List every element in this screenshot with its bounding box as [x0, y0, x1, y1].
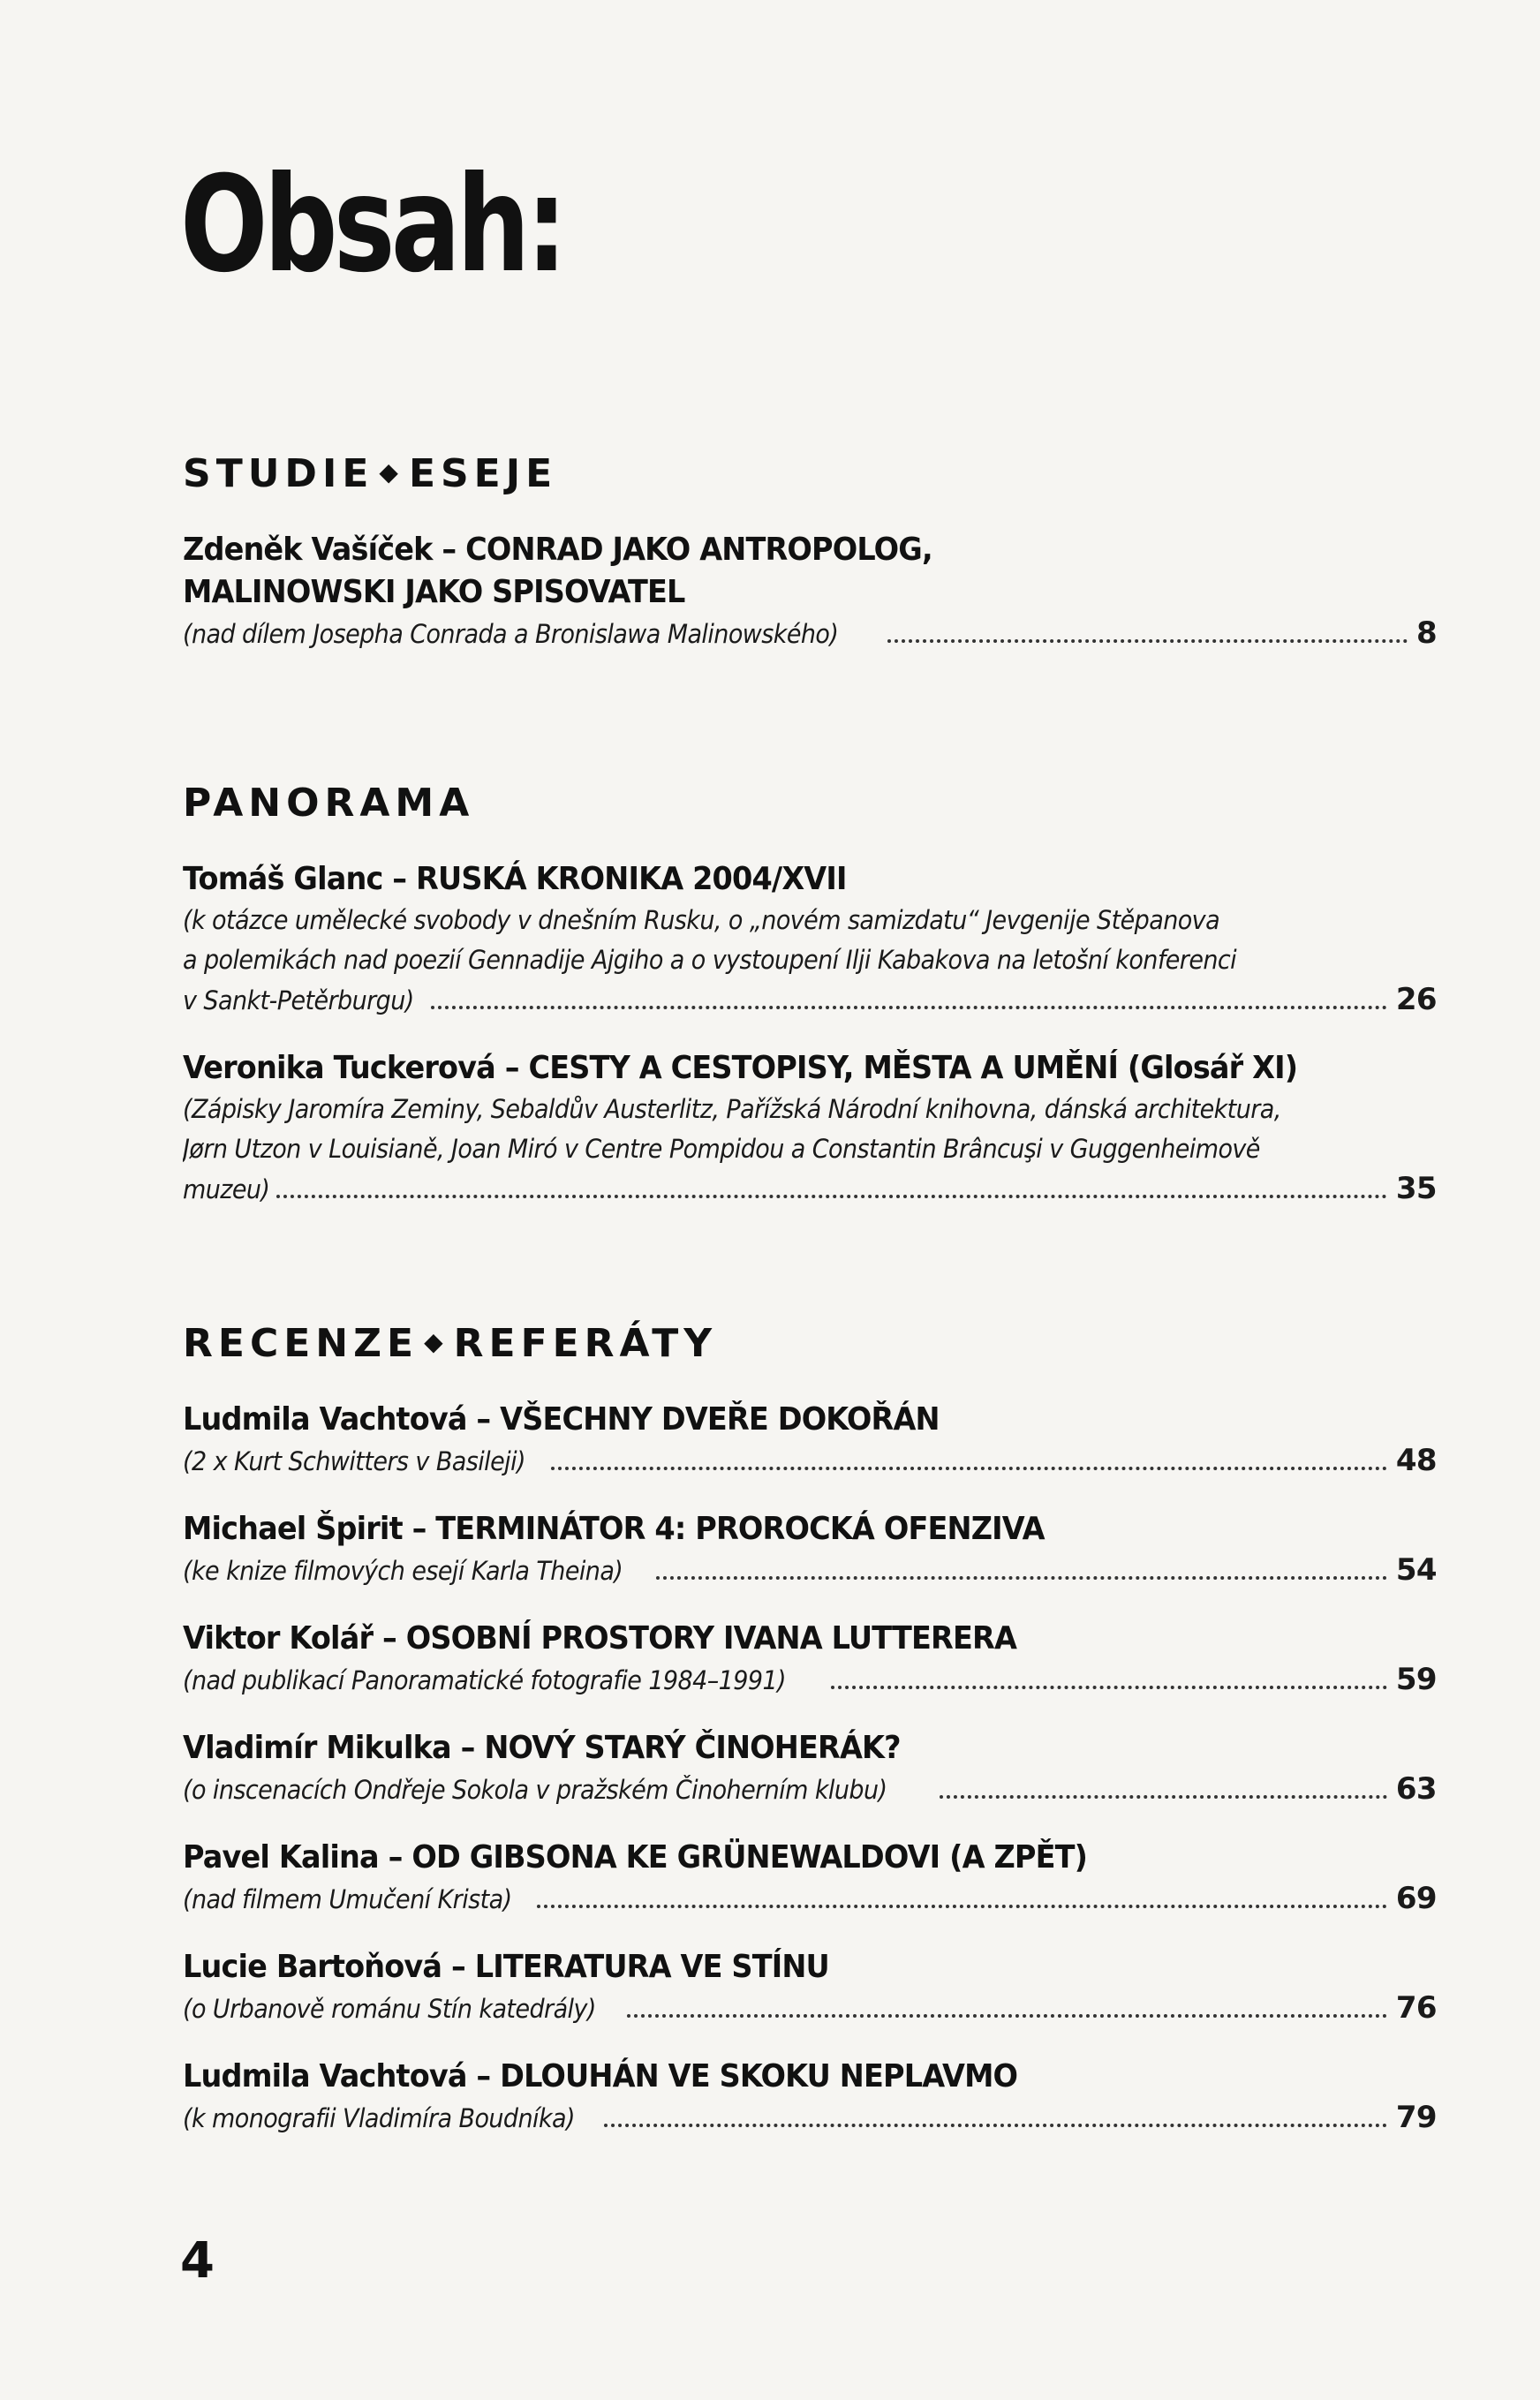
entry-heading: CESTY A CESTOPISY, MĚSTA A UMĚNÍ (Glosář XI) [528, 1050, 1298, 1086]
entry-author: Viktor Kolář [183, 1620, 374, 1657]
dot-leader [276, 1195, 1387, 1198]
entry-separator: – [388, 1839, 403, 1875]
page-number: 4 [180, 2232, 215, 2290]
toc-entry[interactable] [183, 1837, 1437, 1920]
page-title: Obsah: [180, 148, 563, 302]
entry-page-number: 59 [1395, 1662, 1437, 1697]
entry-description [183, 901, 1437, 1021]
entry-description-text: (2 x Kurt Schwitters v Basileji) [183, 1446, 525, 1476]
entry-description-text: (o Urbanově románu Stín katedrály) [183, 1994, 596, 2024]
entry-heading: NOVÝ STARÝ ČINOHERÁK? [484, 1730, 901, 1766]
toc-entry[interactable] [183, 1727, 1437, 1810]
entry-title [183, 1946, 1349, 1989]
entry-separator: – [476, 1401, 491, 1438]
toc-entry[interactable] [183, 1946, 1437, 2029]
entry-title [183, 1618, 1349, 1660]
section-heading-left: STUDIE [183, 451, 374, 496]
entry-heading: CONRAD JAKO ANTROPOLOG, [465, 532, 932, 568]
entry-title [183, 1508, 1349, 1551]
entry-title [183, 1837, 1349, 1879]
entry-title [183, 858, 1349, 901]
diamond-icon: ◆ [424, 1327, 443, 1356]
entry-description [183, 2098, 1437, 2139]
toc-entry[interactable] [183, 1618, 1437, 1701]
entry-description [183, 1660, 1437, 1701]
entry-heading: RUSKÁ KRONIKA 2004/XVII [416, 861, 847, 897]
entry-author: Lucie Bartoňová [183, 1949, 442, 1985]
entry-separator: – [451, 1949, 465, 1985]
entry-page-number: 26 [1395, 982, 1437, 1017]
entry-page-number: 48 [1395, 1443, 1437, 1478]
entry-separator: – [392, 861, 407, 897]
entry-page-number: 79 [1395, 2100, 1437, 2135]
entry-heading: OSOBNÍ PROSTORY IVANA LUTTERERA [405, 1620, 1017, 1657]
entry-author: Pavel Kalina [183, 1839, 379, 1875]
entry-heading: TERMINÁTOR 4: PROROCKÁ OFENZIVA [435, 1511, 1045, 1547]
toc-entry[interactable] [183, 529, 1437, 654]
entry-separator: – [381, 1620, 396, 1657]
entry-title-line-2: MALINOWSKI JAKO SPISOVATEL [183, 574, 685, 610]
entry-title [183, 529, 1349, 571]
entry-description-text: (k monografii Vladimíra Boudníka) [183, 2103, 575, 2133]
entry-heading: VŠECHNY DVEŘE DOKOŘÁN [500, 1401, 940, 1438]
entry-page-number: 35 [1395, 1171, 1437, 1206]
entry-heading: OD GIBSONA KE GRÜNEWALDOVI (A ZPĚT) [411, 1839, 1088, 1875]
entry-author: Michael Špirit [183, 1511, 403, 1547]
toc-entry[interactable] [183, 1508, 1437, 1591]
entry-author: Tomáš Glanc [183, 861, 383, 897]
entry-description-last-line [183, 1169, 1437, 1210]
entry-description [183, 1441, 1437, 1482]
entry-author: Vladimír Mikulka [183, 1730, 451, 1766]
entry-description-text: muzeu) [183, 1174, 270, 1204]
entry-separator: – [442, 532, 457, 568]
entry-description-last-line [183, 1660, 1437, 1701]
entry-title [183, 2056, 1349, 2098]
entry-description-text: (o inscenacích Ondřeje Sokola v pražském Činoherním klubu) [183, 1775, 887, 1805]
dot-leader [431, 1006, 1386, 1009]
entry-description-last-line [183, 614, 1437, 654]
dot-leader [831, 1686, 1386, 1689]
entry-page-number: 63 [1395, 1771, 1437, 1807]
entry-description-last-line [183, 1770, 1437, 1810]
entry-page-number: 76 [1395, 1990, 1437, 2026]
entry-description [183, 1551, 1437, 1591]
section-studie-eseje [183, 451, 1437, 681]
dot-leader [940, 1795, 1386, 1799]
entry-title [183, 1047, 1349, 1090]
entry-description [183, 614, 1437, 654]
dot-leader [656, 1576, 1387, 1580]
dot-leader [537, 1905, 1387, 1908]
entry-description [183, 1989, 1437, 2029]
entry-title [183, 1399, 1349, 1441]
dot-leader [627, 2014, 1387, 2018]
section-recenze-referaty [183, 1321, 1437, 2165]
entry-description-line: (Zápisky Jaromíra Zeminy, Sebaldův Austerlitz, Pařížská Národní knihovna, dánská architektura, [183, 1094, 1281, 1124]
entry-description-line: (k otázce umělecké svobody v dnešním Rusku, o „novém samizdatu“ Jevgenije Stěpanova [183, 905, 1220, 935]
entry-description [183, 1879, 1437, 1920]
toc-entry[interactable] [183, 1399, 1437, 1482]
entry-description-text: (ke knize filmových esejí Karla Theina) [183, 1556, 623, 1586]
entry-description-text: (nad publikací Panoramatické fotografie 1984–1991) [183, 1665, 787, 1695]
entry-description-line: a polemikách nad poezií Gennadije Ajgiho a o vystoupení Ilji Kabakova na letošní konferenci [183, 945, 1237, 975]
toc-entry[interactable] [183, 858, 1437, 1021]
entry-page-number: 69 [1395, 1881, 1437, 1916]
entry-author: Ludmila Vachtová [183, 1401, 467, 1438]
section-panorama [183, 781, 1437, 1236]
entry-author: Zdeněk Vašíček [183, 532, 433, 568]
entry-description-last-line [183, 1879, 1437, 1920]
entry-author: Ludmila Vachtová [183, 2058, 467, 2094]
entry-description [183, 1090, 1437, 1210]
section-heading-right: ESEJE [408, 451, 558, 496]
diamond-icon: ◆ [379, 457, 398, 487]
entry-heading: DLOUHÁN VE SKOKU NEPLAVMO [500, 2058, 1018, 2094]
entry-heading: LITERATURA VE STÍNU [474, 1949, 829, 1985]
toc-entry[interactable] [183, 1047, 1437, 1210]
entry-description-text: (nad dílem Josepha Conrada a Bronislawa Malinowského) [183, 619, 839, 649]
section-heading-left: PANORAMA [183, 781, 475, 826]
toc-entry[interactable] [183, 2056, 1437, 2139]
section-heading [183, 781, 1437, 826]
dot-leader [551, 1467, 1387, 1470]
entry-description-last-line [183, 1551, 1437, 1591]
entry-description [183, 1770, 1437, 1810]
entry-description-last-line [183, 1989, 1437, 2029]
entry-description-line: Jørn Utzon v Louisianě, Joan Miró v Centre Pompidou a Constantin Brâncuşi v Guggenheimově [183, 1134, 1260, 1164]
entry-description-text: (nad filmem Umučení Krista) [183, 1884, 512, 1914]
entry-title [183, 1727, 1349, 1770]
entry-page-number: 54 [1395, 1552, 1437, 1588]
dot-leader [887, 639, 1408, 643]
entry-description-last-line [183, 980, 1437, 1021]
entry-separator: – [411, 1511, 427, 1547]
dot-leader [604, 2124, 1386, 2127]
section-heading-left: RECENZE [183, 1321, 419, 1366]
entry-description-last-line [183, 2098, 1437, 2139]
entry-separator: – [460, 1730, 475, 1766]
entry-page-number: 8 [1415, 615, 1437, 651]
section-heading [183, 451, 1437, 496]
entry-description-text: v Sankt-Petěrburgu) [183, 985, 414, 1015]
entry-description-last-line [183, 1441, 1437, 1482]
entry-separator: – [476, 2058, 491, 2094]
entry-separator: – [504, 1050, 519, 1086]
section-heading [183, 1321, 1437, 1366]
section-heading-right: REFERÁTY [453, 1321, 718, 1366]
entry-author: Veronika Tuckerová [183, 1050, 495, 1086]
